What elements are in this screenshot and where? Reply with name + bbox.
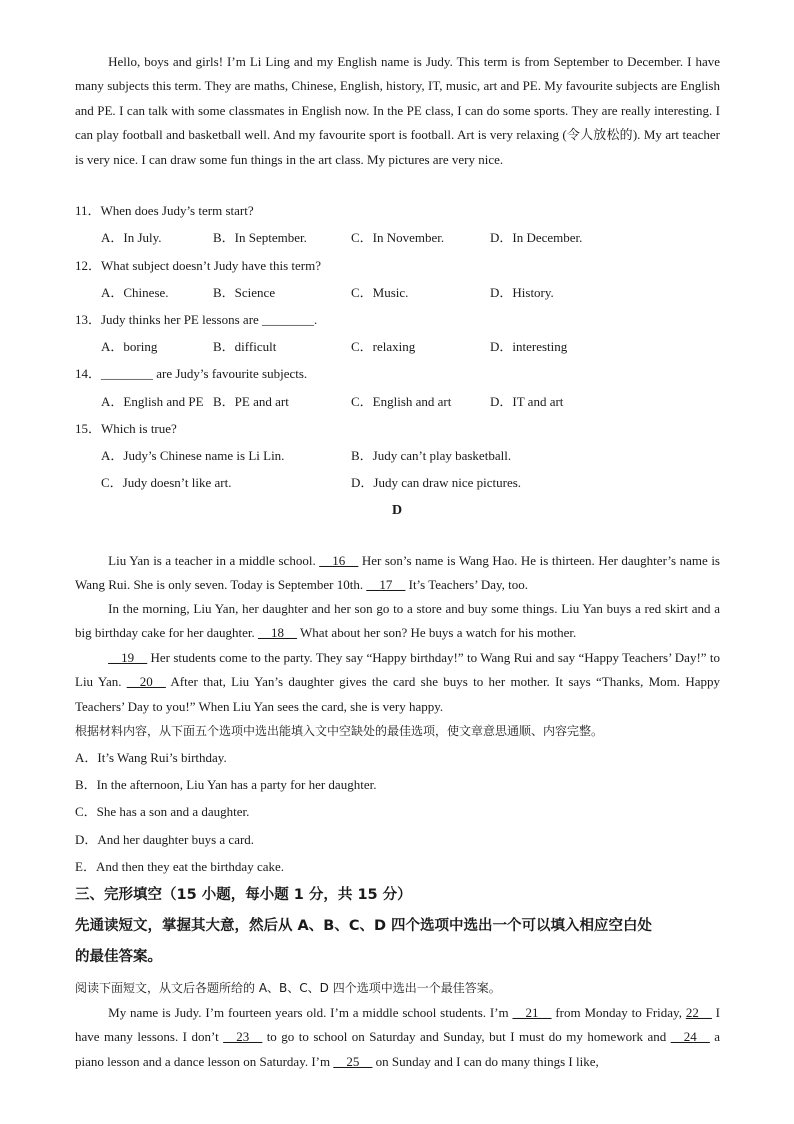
q11-option-a[interactable]: A．In July.: [101, 230, 162, 245]
section-3-sub-instruction: 阅读下面短文，从文后各题所给的 A、B、C、D 四个选项中选出一个最佳答案。: [75, 981, 501, 995]
blank-24: __24__: [670, 1029, 710, 1045]
q13-option-b[interactable]: B．difficult: [213, 339, 277, 354]
q15-option-b[interactable]: B．Judy can’t play basketball.: [351, 448, 512, 463]
q13-option-c[interactable]: C．relaxing: [351, 339, 416, 354]
q15-option-d[interactable]: D．Judy can draw nice pictures.: [351, 475, 522, 490]
choice-d: D．And her daughter buys a card.: [75, 832, 255, 847]
choice-c: C．She has a son and a daughter.: [75, 804, 250, 819]
q15-option-a[interactable]: A．Judy’s Chinese name is Li Lin.: [101, 448, 285, 463]
question-13-stem: 13．Judy thinks her PE lessons are ________.: [75, 312, 318, 327]
section-d-instruction: 根据材料内容，从下面五个选项中选出能填入文中空缺处的最佳选项，使文章意思通顺、内容完整。: [75, 724, 604, 738]
blank-19: __19__: [108, 650, 148, 665]
passage-c-text: Hello, boys and girls! I’m Li Ling and my English name is Judy. This term is from September to December. I have many subjects this term. They are maths, Chinese, English, history, IT, music, art and PE. My favourite subjects are English and PE. I can talk with some classmates in English now. In the PE class, I can do some sports. They are really interesting. I can play football and basketball well. And my favourite sport is football. Art is very relaxing (令人放松的). My art teacher is very nice. I can draw some fun things in the art class. My pictures are very nice.: [75, 54, 720, 167]
section-3-title: 三、完形填空（15 小题，每小题 1 分，共 15 分）: [75, 887, 412, 903]
blank-25: __25__: [333, 1053, 373, 1069]
section-3-directions-line-1: 先通读短文，掌握其大意，然后从 A、B、C、D 四个选项中选出一个可以填入相应空白处: [75, 918, 653, 934]
choice-b: B．In the afternoon, Liu Yan has a party for her daughter.: [75, 777, 377, 792]
question-15-stem: 15．Which is true?: [75, 421, 177, 436]
q14-option-b[interactable]: B．PE and art: [213, 394, 289, 409]
blank-21: __21__: [512, 1005, 552, 1020]
section-d-paragraph-3: __19__ Her students come to the party. They say “Happy birthday!” to Wang Rui and say “Happy Teachers’ Day!” to Liu Yan. __20__ After that, Liu Yan’s daughter gives the card she buys to her mother. It says “Thanks, Mom. Happy Teachers’ Day to you!” When Liu Yan sees the card, she is very happy.: [75, 650, 720, 714]
q12-option-a[interactable]: A．Chinese.: [101, 285, 169, 300]
blank-17: __17__: [366, 577, 406, 593]
choice-e: E．And then they eat the birthday cake.: [75, 859, 285, 874]
choice-a: A．It’s Wang Rui’s birthday.: [75, 750, 227, 765]
section-d-heading: D: [391, 503, 403, 518]
section-3-directions-line-2: 的最佳答案。: [75, 949, 162, 965]
q13-option-d[interactable]: D．interesting: [490, 339, 568, 354]
q14-option-d[interactable]: D．IT and art: [490, 394, 564, 409]
q14-option-c[interactable]: C．English and art: [351, 394, 452, 409]
blank-18: __18__: [258, 625, 298, 641]
q11-option-c[interactable]: C．In November.: [351, 230, 445, 245]
q12-option-b[interactable]: B．Science: [213, 285, 276, 300]
q13-option-a[interactable]: A．boring: [101, 339, 158, 354]
blank-22: 22__: [685, 1005, 712, 1020]
section-d-paragraph-1: Liu Yan is a teacher in a middle school. __16__ Her son’s name is Wang Hao. He is thirteen. Her daughter’s name is Wang Rui. She is only seven. Today is September 10th. __17__ It’s Teachers’ Day, too.: [75, 553, 720, 593]
q11-option-b[interactable]: B．In September.: [213, 230, 307, 245]
section-d-paragraph-2: In the morning, Liu Yan, her daughter and her son go to a store and buy some things. Liu Yan buys a red skirt and a big birthday cake for her daughter. __18__ What about her son? He buys a watch for his mother.: [75, 601, 720, 641]
q15-option-c[interactable]: C．Judy doesn’t like art.: [101, 475, 232, 490]
question-12-stem: 12．What subject doesn’t Judy have this term?: [75, 258, 321, 273]
q11-option-d[interactable]: D．In December.: [490, 230, 583, 245]
question-11-stem: 11．When does Judy’s term start?: [75, 203, 254, 218]
question-14-stem: 14．________ are Judy’s favourite subjects.: [75, 366, 308, 381]
q12-option-c[interactable]: C．Music.: [351, 285, 409, 300]
blank-23: __23__: [223, 1029, 263, 1045]
q12-option-d[interactable]: D．History.: [490, 285, 554, 300]
blank-16: __16__: [319, 553, 359, 568]
cloze-passage: My name is Judy. I’m fourteen years old. I’m a middle school students. I’m __21__ from Monday to Friday, 22__ I have many lessons. I don’t __23__ to go to school on Saturday and Sunday, but I must do my homework and __24__ a piano lesson and a dance lesson on Saturday. I’m __25__ on Sunday and I can do many things I like,: [75, 1005, 720, 1069]
q14-option-a[interactable]: A．English and PE: [101, 394, 204, 409]
blank-20: __20__: [126, 674, 166, 690]
